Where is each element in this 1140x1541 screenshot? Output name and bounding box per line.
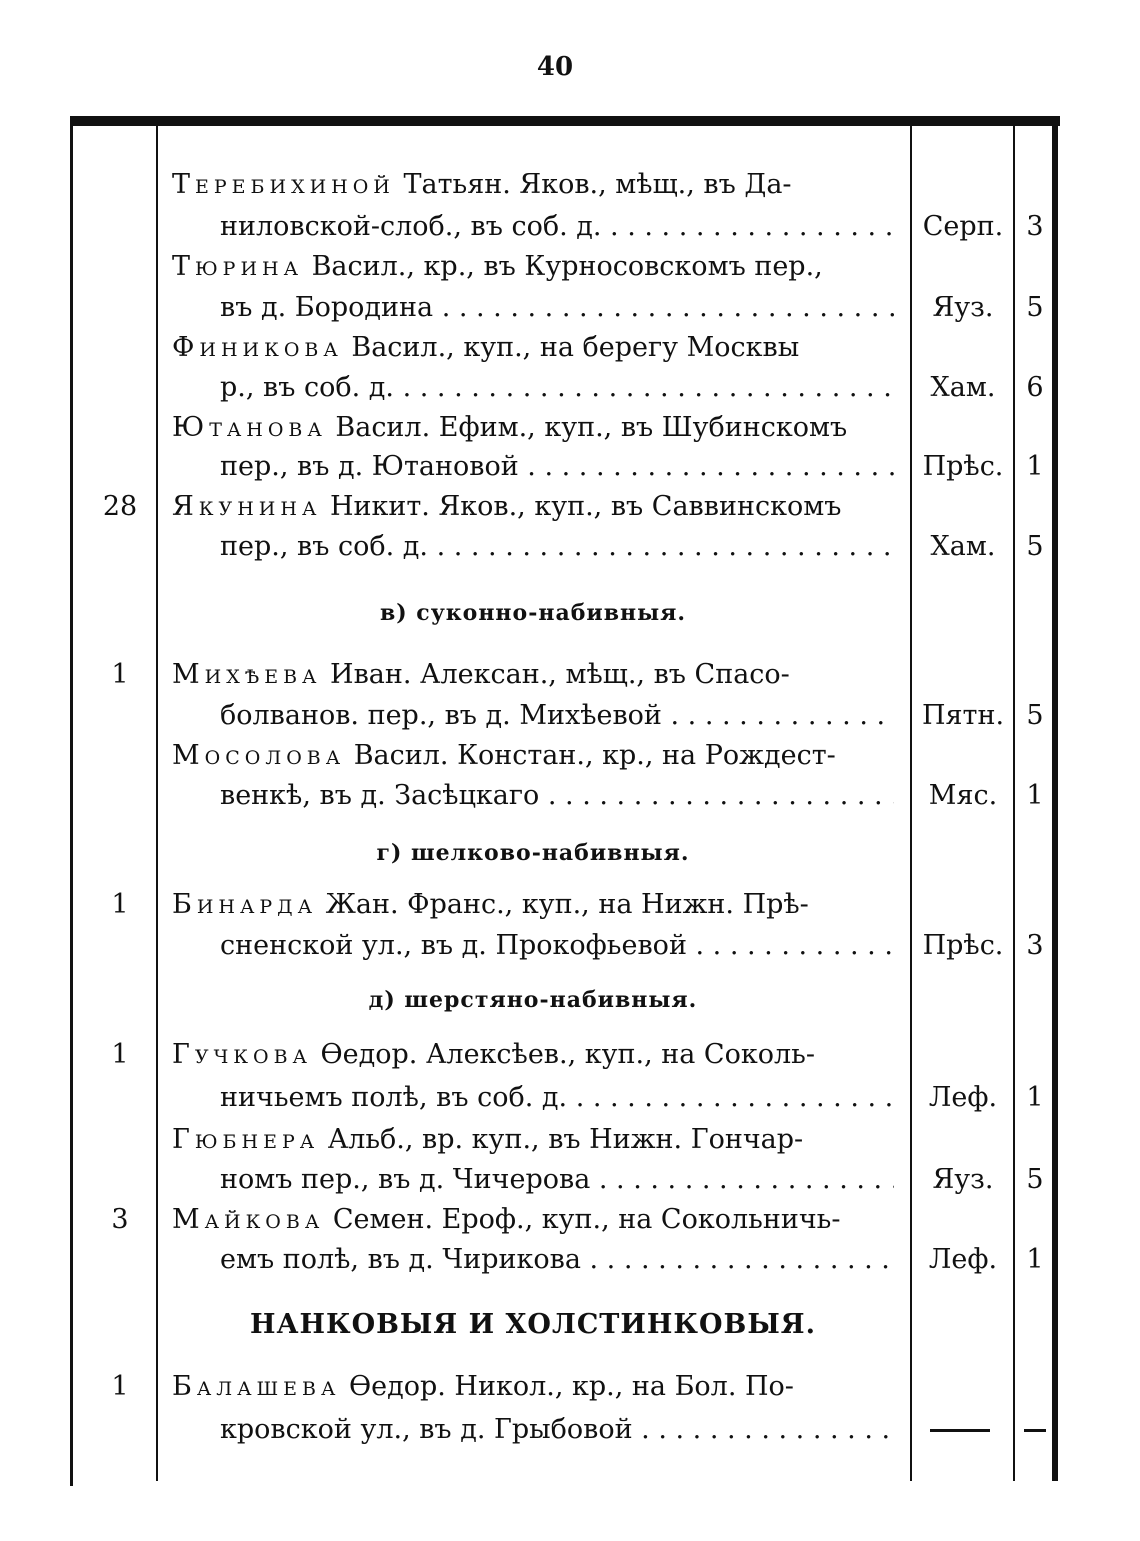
entry-address: кровской ул., въ д. Грыбовой . . . [220, 1410, 894, 1450]
list-item [0, 655, 1140, 695]
list-item [0, 926, 1140, 966]
entry-text: Васил. Констан., кр., на Рождест- [353, 740, 836, 771]
entry-surname: Мосолова [172, 740, 346, 771]
entry-surname: Бинарда [172, 889, 317, 920]
entry-address: р., въ соб. д. . . . [220, 368, 894, 408]
list-item [0, 408, 1140, 448]
list-item [0, 1160, 1140, 1200]
entry-district: Серп. [922, 211, 1004, 242]
entry-quantity: 5 [1026, 292, 1044, 323]
entry-surname: Ютанова [172, 412, 327, 443]
section-heading [0, 833, 1140, 873]
list-item [0, 1035, 1140, 1075]
entry-district: Прѣс. [922, 451, 1004, 482]
entry-quantity: 6 [1026, 372, 1044, 403]
list-item [0, 1240, 1140, 1280]
entry-quantity: 1 [1026, 1082, 1044, 1113]
entry-text: Семен. Ероф., куп., на Сокольничь- [332, 1204, 841, 1235]
entry-address: сненской ул., въ д. Прокофьевой . . . [220, 926, 894, 966]
entry-address: венкѣ, въ д. Засѣцкаго . . . [220, 776, 894, 816]
entry-surname: Гучкова [172, 1039, 312, 1070]
entry-quantity: 5 [1026, 700, 1044, 731]
entry-quantity: 3 [1026, 930, 1044, 961]
entry-surname: Якунина [172, 491, 322, 522]
entry-number: 1 [111, 889, 129, 920]
list-item [0, 247, 1140, 287]
entry-address: номъ пер., въ д. Чичерова . . . [220, 1160, 894, 1200]
entry-surname: Финикова [172, 332, 343, 363]
entry-text: Иван. Алексан., мѣщ., въ Спасо- [330, 659, 790, 690]
list-item [0, 1078, 1140, 1118]
entry-quantity: 3 [1026, 211, 1044, 242]
list-item [0, 527, 1140, 567]
section-heading-text: д) шерстяно-набивныя. [368, 987, 698, 1013]
entry-text: Васил., кр., въ Курносовскомъ пер., [311, 251, 823, 282]
entry-surname: Теребихиной [172, 169, 395, 200]
entry-quantity: 1 [1026, 451, 1044, 482]
entry-address: ниловской-слоб., въ соб. д. . . . [220, 207, 894, 247]
entry-number: 28 [102, 491, 138, 522]
list-item [0, 368, 1140, 408]
empty-quantity-dash [1024, 1429, 1046, 1432]
empty-district-dash [930, 1429, 990, 1432]
entry-quantity: 5 [1026, 531, 1044, 562]
section-heading [0, 980, 1140, 1020]
list-item [0, 487, 1140, 527]
entry-quantity: 5 [1026, 1164, 1044, 1195]
entry-address: емъ полѣ, въ д. Чирикова . . . [220, 1240, 894, 1280]
list-item [0, 1120, 1140, 1160]
entry-surname: Тюрина [172, 251, 303, 282]
entry-district: Яуз. [932, 292, 994, 323]
list-item [0, 447, 1140, 487]
entry-district: Прѣс. [922, 930, 1004, 961]
entry-district: Леф. [928, 1244, 998, 1275]
entry-surname: Майкова [172, 1204, 325, 1235]
list-item [0, 207, 1140, 247]
section-heading [0, 1305, 1140, 1345]
page-number: 40 [536, 52, 574, 82]
entry-text: Жан. Франс., куп., на Нижн. Прѣ- [325, 889, 809, 920]
entry-text: Ѳедор. Никол., кр., на Бол. По- [348, 1371, 794, 1402]
section-heading-text: г) шелково-набивныя. [376, 840, 690, 866]
list-item [0, 328, 1140, 368]
section-heading [0, 593, 1140, 633]
entry-quantity: 1 [1026, 1244, 1044, 1275]
entry-text: Васил., куп., на берегу Москвы [351, 332, 800, 363]
entry-text: Никит. Яков., куп., въ Саввинскомъ [329, 491, 842, 522]
entry-surname: Гюбнера [172, 1124, 320, 1155]
entry-quantity: 1 [1026, 780, 1044, 811]
entry-address: болванов. пер., въ д. Михѣевой . . . [220, 696, 894, 736]
entry-address: пер., въ д. Ютановой . . . [220, 447, 894, 487]
entry-district: Хам. [930, 372, 996, 403]
list-item [0, 165, 1140, 205]
main-section-heading: НАНКОВЫЯ И ХОЛСТИНКОВЫЯ. [250, 1309, 816, 1340]
entry-text: Ѳедор. Алексѣев., куп., на Соколь- [320, 1039, 815, 1070]
list-item [0, 776, 1140, 816]
entry-district: Мяс. [928, 780, 998, 811]
entry-district: Хам. [930, 531, 996, 562]
entry-text: Васил. Ефим., куп., въ Шубинскомъ [335, 412, 848, 443]
entry-district: Леф. [928, 1082, 998, 1113]
entry-number: 1 [111, 1039, 129, 1070]
table-top-rule [70, 116, 1060, 126]
list-item [0, 1200, 1140, 1240]
entry-surname: Михѣева [172, 659, 322, 690]
entry-district: Пятн. [921, 700, 1005, 731]
entry-number: 1 [111, 659, 129, 690]
entry-number: 3 [111, 1204, 129, 1235]
entry-address: ничьемъ полѣ, въ соб. д. . . . [220, 1078, 894, 1118]
entry-address: въ д. Бородина . . . [220, 288, 894, 328]
entry-number: 1 [111, 1371, 129, 1402]
entry-address: пер., въ соб. д. . . . [220, 527, 894, 567]
list-item [0, 736, 1140, 776]
entry-district: Яуз. [932, 1164, 994, 1195]
list-item [0, 885, 1140, 925]
list-item [0, 1367, 1140, 1407]
entry-text: Альб., вр. куп., въ Нижн. Гончар- [327, 1124, 804, 1155]
list-item [0, 696, 1140, 736]
entry-surname: Балашева [172, 1371, 341, 1402]
list-item [0, 288, 1140, 328]
section-heading-text: в) суконно-набивныя. [379, 600, 687, 626]
entry-text: Татьян. Яков., мѣщ., въ Да- [403, 169, 792, 200]
